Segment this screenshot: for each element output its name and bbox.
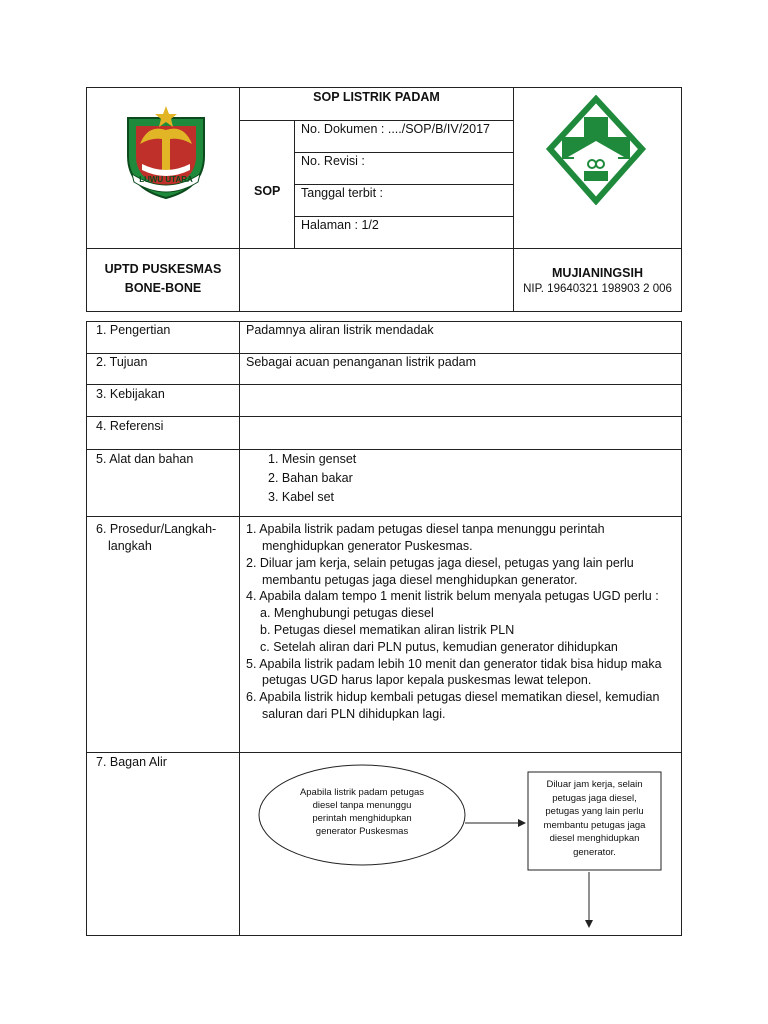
flowchart-box-line: membantu petugas jaga	[543, 819, 646, 831]
procedure-line: 6. Apabila listrik hidup kembali petugas diesel mematikan diesel, kemudian	[246, 690, 660, 704]
flowchart-oval-line: perintah menghidupkan	[312, 813, 412, 824]
procedure-line: menghidupkan generator Puskesmas.	[262, 539, 473, 553]
revision-field: No. Revisi :	[301, 154, 365, 168]
flowchart-oval-text	[280, 786, 444, 838]
procedure-line: petugas UGD harus lapor kepala puskesmas lewat telepon.	[262, 673, 592, 687]
row-value-tujuan: Sebagai acuan penanganan listrik padam	[246, 355, 477, 369]
flowchart-box-line: Diluar jam kerja, selain	[546, 779, 643, 790]
procedure-line: membantu petugas jaga diesel menghidupkan generator.	[262, 573, 578, 587]
row-label-pengertian: 1. Pengertian	[96, 323, 171, 337]
org-name-line1: UPTD PUSKESMAS	[104, 262, 222, 276]
row-label-prosedur-line1: 6. Prosedur/Langkah-	[96, 522, 217, 536]
flowchart-arrowhead-right	[518, 819, 526, 827]
row-label-prosedur-line2: langkah	[108, 539, 152, 553]
signer-name: MUJIANINGSIH	[552, 266, 643, 280]
list-item: 2. Bahan bakar	[268, 471, 353, 485]
row-label-bagan: 7. Bagan Alir	[96, 755, 167, 769]
flowchart-box-line: petugas jaga diesel,	[552, 792, 637, 804]
page-field: Halaman : 1/2	[301, 218, 379, 232]
flowchart-oval-line: generator Puskesmas	[315, 826, 409, 837]
issue-date-field: Tanggal terbit :	[301, 186, 383, 200]
procedure-line: 1. Apabila listrik padam petugas diesel tanpa menunggu perintah	[246, 522, 605, 536]
procedure-line: 4. Apabila dalam tempo 1 menit listrik belum menyala petugas UGD perlu :	[246, 589, 659, 603]
procedure-line: saluran dari PLN dihidupkan lagi.	[262, 707, 446, 721]
row-label-alat: 5. Alat dan bahan	[96, 452, 194, 466]
row-label-tujuan: 2. Tujuan	[96, 355, 148, 369]
flowchart-arrowhead-down	[585, 920, 593, 928]
flowchart-box-line: petugas yang lain perlu	[545, 806, 644, 817]
procedure-line: a. Menghubungi petugas diesel	[260, 606, 434, 620]
flowchart-box-text	[530, 778, 659, 859]
crest-ribbon-text: LUWU UTARA	[139, 175, 193, 184]
procedure-line: b. Petugas diesel mematikan aliran listrik PLN	[260, 623, 515, 637]
flowchart-box-line: generator.	[573, 846, 616, 858]
org-name-line2: BONE-BONE	[124, 281, 202, 295]
doc-number-field: No. Dokumen : ..../SOP/B/IV/2017	[301, 122, 490, 136]
row-value-pengertian: Padamnya aliran listrik mendadak	[246, 323, 434, 337]
row-label-referensi: 4. Referensi	[96, 419, 164, 433]
list-item: 3. Kabel set	[268, 490, 335, 504]
sop-label: SOP	[254, 184, 281, 198]
procedure-line: 5. Apabila listrik padam lebih 10 menit dan generator tidak bisa hidup maka	[246, 657, 662, 671]
procedure-line: c. Setelah aliran dari PLN putus, kemudian generator dihidupkan	[260, 640, 618, 654]
list-item: 1. Mesin genset	[268, 452, 357, 466]
flowchart-box-line: diesel menghidupkan	[549, 833, 640, 844]
flowchart-oval-line: Apabila listrik padam petugas	[299, 787, 425, 798]
flowchart-oval-line: diesel tanpa menunggu	[312, 800, 412, 811]
row-label-kebijakan: 3. Kebijakan	[96, 387, 165, 401]
document-title: SOP LISTRIK PADAM	[313, 90, 440, 104]
signer-nip: NIP. 19640321 198903 2 006	[523, 283, 672, 295]
procedure-line: 2. Diluar jam kerja, selain petugas jaga diesel, petugas yang lain perlu	[246, 556, 634, 570]
